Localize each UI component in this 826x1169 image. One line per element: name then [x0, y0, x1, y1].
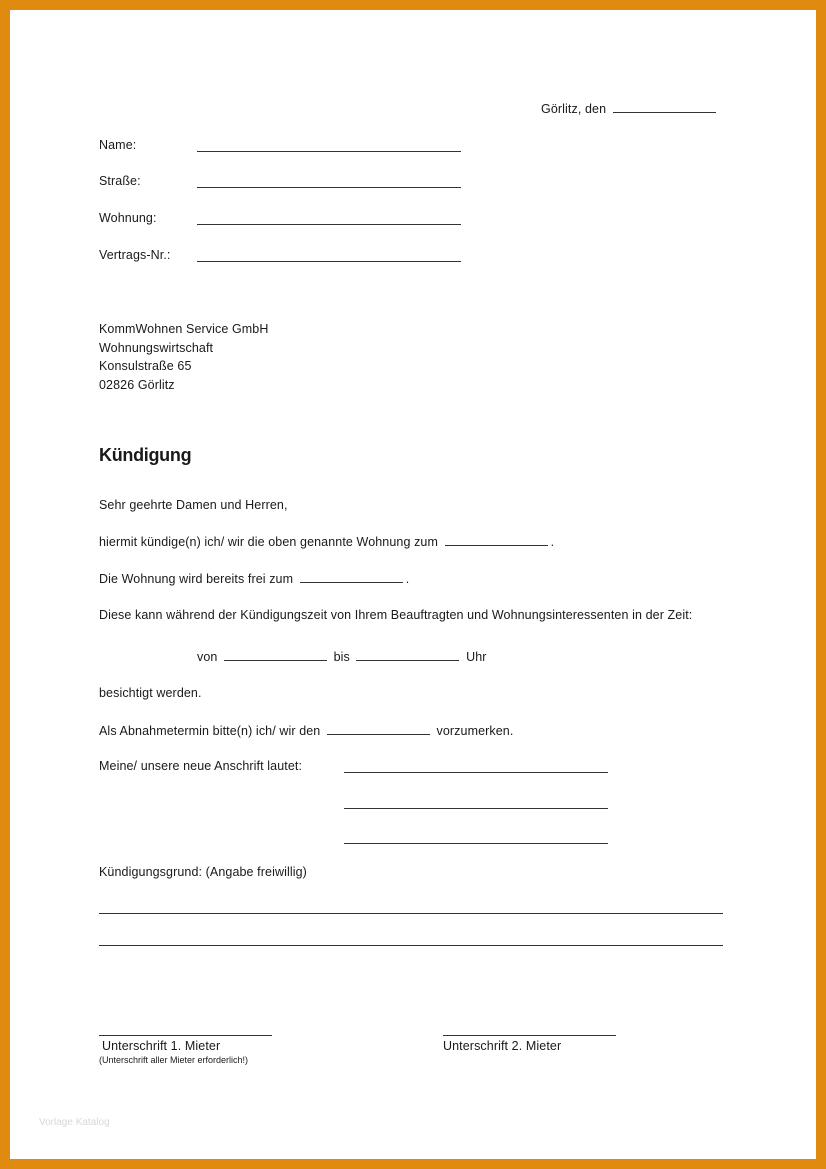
signature-label-tenant-1: Unterschrift 1. Mieter [102, 1039, 221, 1053]
reason-line-1[interactable] [99, 913, 723, 914]
vacant-date-sentence [99, 570, 409, 587]
clock-label: Uhr [466, 650, 487, 664]
new-address-line-3[interactable] [344, 843, 608, 844]
name-label: Name: [99, 138, 137, 152]
termination-date-text: hiermit kündige(n) ich/ wir die oben genannte Wohnung zum [99, 535, 438, 549]
to-time-blank-line[interactable] [356, 648, 459, 661]
salutation: Sehr geehrte Damen und Herren, [99, 498, 288, 512]
handover-date-suffix: vorzumerken. [436, 724, 514, 738]
termination-date-blank-line[interactable] [445, 533, 548, 546]
document-title: Kündigung [99, 445, 192, 465]
viewing-end-sentence: besichtigt werden. [99, 686, 202, 700]
from-label: von [197, 650, 218, 664]
viewing-time-row [197, 648, 487, 665]
new-address-line-1[interactable] [344, 772, 608, 773]
termination-date-sentence [99, 533, 554, 550]
recipient-line-2: Wohnungswirtschaft [99, 340, 214, 355]
viewing-sentence: Diese kann während der Kündigungszeit von Ihrem Beauftragten und Wohnungsinteressenten in der Zeit: [99, 608, 693, 622]
signature-note: (Unterschrift aller Mieter erforderlich!) [99, 1055, 249, 1065]
watermark-text: Vorlage Katalog [39, 1117, 110, 1128]
signature-line-tenant-2[interactable] [443, 1035, 616, 1036]
reason-label: Kündigungsgrund: (Angabe freiwillig) [99, 865, 307, 879]
termination-date-period: . [550, 535, 555, 549]
vacant-date-period: . [405, 572, 410, 586]
date-blank-line[interactable] [613, 100, 716, 113]
place-date-label: Görlitz, den [541, 102, 607, 116]
from-time-blank-line[interactable] [224, 648, 327, 661]
contract-number-label: Vertrags-Nr.: [99, 248, 171, 262]
recipient-line-4: 02826 Görlitz [99, 377, 175, 392]
reason-line-2[interactable] [99, 945, 723, 946]
new-address-line-2[interactable] [344, 808, 608, 809]
recipient-line-1: KommWohnen Service GmbH [99, 322, 269, 336]
place-date-field [541, 100, 719, 117]
handover-date-text: Als Abnahmetermin bitte(n) ich/ wir den [99, 724, 321, 738]
recipient-line-3: Konsulstraße 65 [99, 359, 192, 373]
street-blank-line[interactable] [197, 187, 461, 188]
to-label: bis [333, 650, 350, 664]
contract-number-blank-line[interactable] [197, 261, 461, 262]
signature-label-tenant-2: Unterschrift 2. Mieter [443, 1039, 562, 1053]
vacant-date-blank-line[interactable] [300, 570, 403, 583]
document-page [10, 10, 816, 1159]
apartment-blank-line[interactable] [197, 224, 461, 225]
recipient-address [99, 320, 269, 394]
handover-date-blank-line[interactable] [327, 722, 430, 735]
signature-line-tenant-1[interactable] [99, 1035, 272, 1036]
street-label: Straße: [99, 174, 141, 188]
name-blank-line[interactable] [197, 151, 461, 152]
new-address-label: Meine/ unsere neue Anschrift lautet: [99, 759, 303, 773]
handover-date-sentence [99, 722, 513, 739]
vacant-date-text: Die Wohnung wird bereits frei zum [99, 572, 294, 586]
apartment-label: Wohnung: [99, 211, 157, 225]
